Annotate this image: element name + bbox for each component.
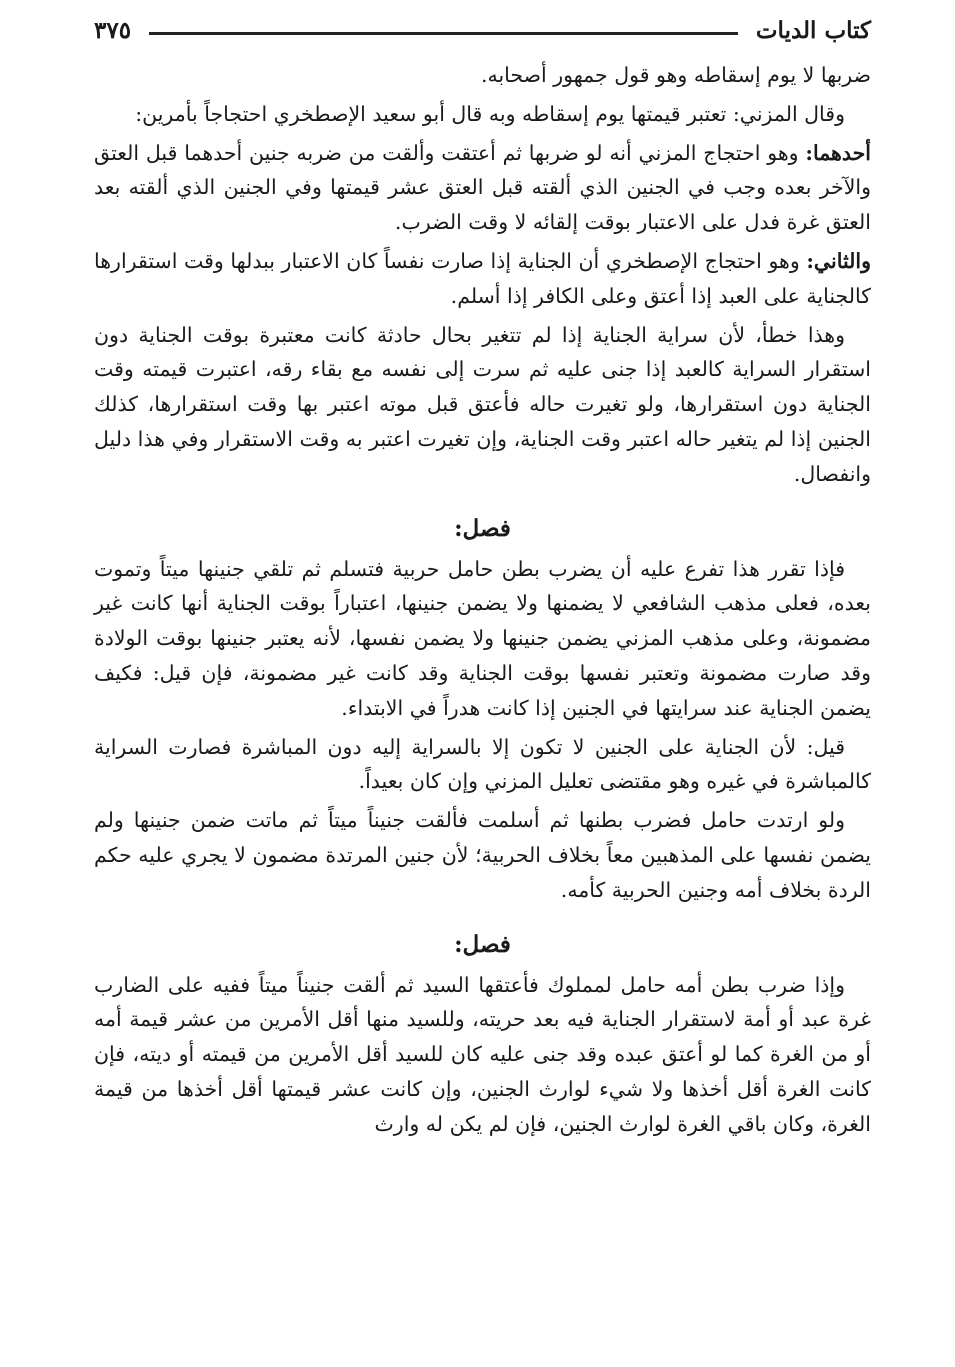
paragraph-text: وإذا ضرب بطن أمه حامل لمملوك فأعتقها السيد ثم ألقت جنيناً ميتاً ففيه على الضارب غرة عبد أو أمة لاستقرار الجناية فيه بعد حريته، وللسيد منها أقل الأمرين من عشر قيمة أمه أو من الغرة كما لو أعتق عبده وقد جنى عليه كان للسيد أقل الأمرين من قيمته أو ديته، فإن كانت الغرة أقل أخذها ولا شيء لوارث الجنين، وإن كانت عشر قيمتها أقل أخذها من قيمة الغرة، وكان باقي الغرة لوارث الجنين، فإن لم يكن له وارث [94,972,871,1136]
paragraph-answer [94,730,871,800]
paragraph-refutation [94,318,871,492]
paragraph-text: قيل: لأن الجناية على الجنين لا تكون إلا بالسراية إليه دون المباشرة فصارت السراية كالمباشرة في غيره وهو مقتضى تعليل المزني وإن كان بعيداً. [94,734,871,794]
paragraph-second-argument [94,244,871,314]
page-header [94,10,871,50]
page-body [94,58,871,1146]
page-number: ٣٧٥ [94,16,132,44]
paragraph-continuation [94,58,871,93]
section-heading: فصل: [454,514,511,542]
paragraph-lead: والثاني: [806,248,871,273]
paragraph-first-argument [94,136,871,240]
paragraph-lead: أحدهما: [805,140,871,165]
paragraph-text: وهذا خطأ، لأن سراية الجناية إذا لم تتغير بحال حادثة كانت معتبرة بوقت الجناية دون استقرار السراية كالعبد إذا جنى عليه ثم سرت إلى نفسه مع بقاء رقه، اعتبرت قيمته وقت الجناية دون استقرارها، ولو تغيرت حاله فأعتق قبل موته اعتبر بها وقت استقرارها، كذلك الجنين إذا لم يتغير حاله اعتبر وقت الجناية، وإن تغيرت اعتبر به وقت الاستقرار وفي هذا دليل وانفصال. [94,322,871,486]
paragraph-text: فإذا تقرر هذا تفرع عليه أن يضرب بطن حامل حربية فتسلم ثم تلقي جنينها ميتاً وتموت بعده، فعلى مذهب الشافعي لا يضمنها ولا يضمن جنينها، اعتباراً بوقت الجناية أنها كانت غير مضمونة، وعلى مذهب المزني يضمن جنينها ولا يضمن نفسها، لأنه يعتبر جنينها بوقت الولادة وقد صارت مضمونة وتعتبر نفسها بوقت الجناية وقد كانت غير مضمونة، فإن قيل: فكيف يضمن الجناية عند سرايتها في الجنين إذا كانت هدراً في الابتداء. [94,556,871,720]
paragraph-text: ضربها لا يوم إسقاطه وهو قول جمهور أصحابه. [480,63,871,87]
paragraph-text: ولو ارتدت حامل فضرب بطنها ثم أسلمت فألقت جنيناً ميتاً ثم ماتت ضمن جنينها ولم يضمن نفسها على المذهبين معاً بخلاف الحربية؛ لأن جنين المرتدة مضمون لا يجري عليه حكم الردة بخلاف أمه وجنين الحربية كأمه. [94,808,871,902]
paragraph-muzani-view [94,97,871,132]
section-heading: فصل: [454,930,511,958]
header-rule [149,32,738,35]
paragraph-text: وهو احتجاج الإصطخري أن الجناية إذا صارت نفساً كان الاعتبار ببدلها وقت استقرارها كالجناية على العبد إذا أعتق وعلى الكافر إذا أسلم. [94,248,871,308]
paragraph-text: وقال المزني: تعتبر قيمتها يوم إسقاطه وبه قال أبو سعيد الإصطخري احتجاجاً بأمرين: [135,101,845,126]
paragraph-text: وهو احتجاج المزني أنه لو ضربها ثم أعتقت وألقت من ضربه جنين أحدهما قبل العتق والآخر بعده وجب في الجنين الذي ألقته قبل العتق عشر قيمتها وفي الجنين الذي ألقته بعد العتق غرة فدل على الاعتبار بوقت إلقائه لا وقت الضرب. [94,140,871,235]
paragraph-harbiya-case [94,552,871,726]
paragraph-murtadda-case [94,803,871,907]
running-title: كتاب الديات [755,16,871,44]
paragraph-slave-case [94,968,871,1142]
